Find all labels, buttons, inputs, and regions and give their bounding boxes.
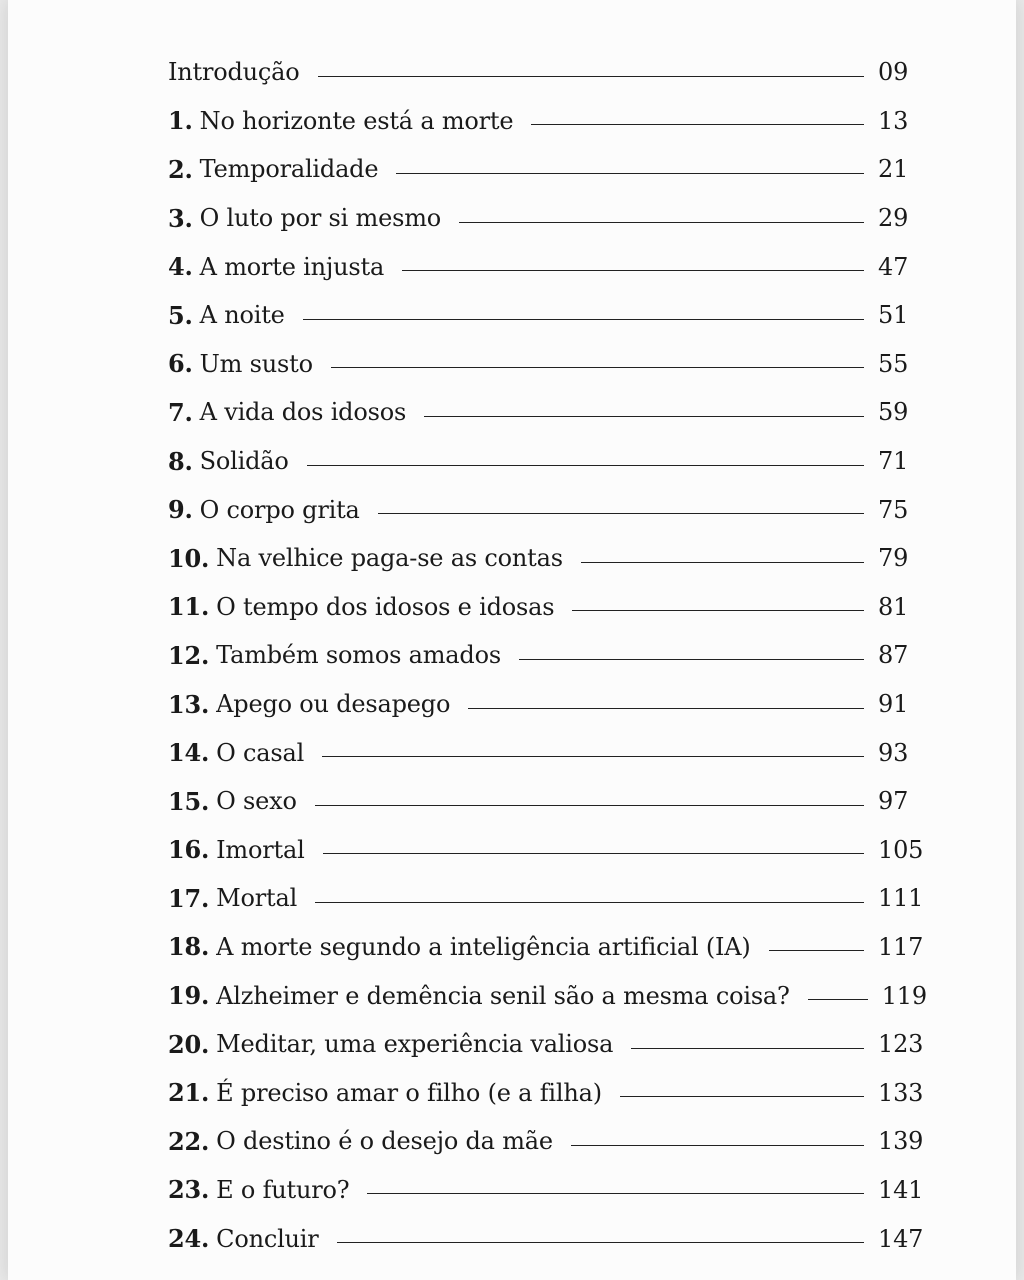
toc-entry bbox=[168, 340, 928, 389]
leader-line bbox=[307, 465, 864, 466]
entry-number: 5. bbox=[168, 300, 193, 330]
leader-line bbox=[322, 756, 864, 757]
leader-line bbox=[378, 513, 864, 514]
entry-title: O destino é o desejo da mãe bbox=[216, 1127, 553, 1156]
toc-entry bbox=[168, 534, 928, 583]
entry-title: A morte injusta bbox=[199, 252, 385, 281]
leader-line bbox=[572, 610, 864, 611]
toc-entry bbox=[168, 826, 928, 875]
entry-number: 16. bbox=[168, 835, 210, 865]
entry-title: Na velhice paga-se as contas bbox=[216, 544, 563, 573]
entry-page-number: 141 bbox=[878, 1175, 924, 1204]
entry-page-number: 119 bbox=[881, 981, 927, 1010]
entry-title: E o futuro? bbox=[216, 1175, 350, 1204]
entry-page-number: 75 bbox=[878, 495, 909, 524]
leader-line bbox=[318, 76, 864, 77]
entry-title: O tempo dos idosos e idosas bbox=[216, 592, 555, 621]
toc-entry bbox=[168, 291, 928, 340]
entry-number: 7. bbox=[168, 397, 193, 427]
entry-page-number: 111 bbox=[878, 884, 924, 913]
entry-number: 13. bbox=[168, 689, 210, 719]
entry-number: 3. bbox=[168, 203, 193, 233]
entry-title: Introdução bbox=[168, 58, 300, 87]
leader-line bbox=[315, 805, 864, 806]
leader-line bbox=[581, 562, 864, 563]
entry-page-number: 139 bbox=[878, 1127, 924, 1156]
entry-number: 21. bbox=[168, 1078, 210, 1108]
entry-title: No horizonte está a morte bbox=[199, 106, 514, 135]
toc-entry bbox=[168, 1020, 928, 1069]
entry-number: 9. bbox=[168, 495, 193, 525]
leader-line bbox=[631, 1048, 864, 1049]
leader-line bbox=[571, 1145, 864, 1146]
entry-page-number: 91 bbox=[878, 690, 909, 719]
entry-number: 2. bbox=[168, 154, 193, 184]
entry-title: Concluir bbox=[216, 1224, 319, 1253]
entry-title: A noite bbox=[199, 301, 285, 330]
entry-title: Um susto bbox=[199, 349, 313, 378]
leader-line bbox=[620, 1096, 864, 1097]
entry-page-number: 13 bbox=[878, 106, 909, 135]
entry-number: 8. bbox=[168, 446, 193, 476]
toc-entry bbox=[168, 97, 928, 146]
entry-number: 11. bbox=[168, 592, 210, 622]
toc-entry bbox=[168, 728, 928, 777]
leader-line bbox=[424, 416, 864, 417]
entry-page-number: 105 bbox=[878, 835, 924, 864]
toc-entry bbox=[168, 145, 928, 194]
entry-title: Apego ou desapego bbox=[216, 690, 451, 719]
leader-line bbox=[531, 124, 864, 125]
toc-entry bbox=[168, 194, 928, 243]
leader-line bbox=[519, 659, 864, 660]
entry-title: Temporalidade bbox=[199, 155, 379, 184]
entry-title: Também somos amados bbox=[216, 641, 501, 670]
toc-entry bbox=[168, 388, 928, 437]
entry-title: A vida dos idosos bbox=[199, 398, 407, 427]
leader-line bbox=[808, 999, 868, 1000]
leader-line bbox=[303, 319, 864, 320]
table-of-contents bbox=[168, 48, 928, 1263]
toc-entry bbox=[168, 923, 928, 972]
entry-page-number: 133 bbox=[878, 1078, 924, 1107]
entry-title: Imortal bbox=[216, 835, 305, 864]
entry-page-number: 117 bbox=[878, 932, 924, 961]
leader-line bbox=[337, 1242, 864, 1243]
leader-line bbox=[769, 950, 864, 951]
entry-title: A morte segundo a inteligência artificial (IA) bbox=[216, 932, 751, 961]
entry-number: 23. bbox=[168, 1175, 210, 1205]
leader-line bbox=[402, 270, 864, 271]
entry-title: Meditar, uma experiência valiosa bbox=[216, 1030, 614, 1059]
entry-page-number: 51 bbox=[878, 301, 909, 330]
entry-number: 17. bbox=[168, 883, 210, 913]
toc-entry bbox=[168, 583, 928, 632]
entry-page-number: 81 bbox=[878, 592, 909, 621]
entry-title: O casal bbox=[216, 738, 305, 767]
entry-number: 12. bbox=[168, 640, 210, 670]
entry-number: 4. bbox=[168, 252, 193, 282]
entry-page-number: 147 bbox=[878, 1224, 924, 1253]
leader-line bbox=[331, 367, 864, 368]
entry-number: 10. bbox=[168, 543, 210, 573]
toc-entry bbox=[168, 48, 928, 97]
entry-page-number: 97 bbox=[878, 787, 909, 816]
entry-number: 22. bbox=[168, 1126, 210, 1156]
entry-page-number: 123 bbox=[878, 1030, 924, 1059]
toc-entry bbox=[168, 971, 928, 1020]
toc-entry bbox=[168, 1166, 928, 1215]
leader-line bbox=[315, 902, 864, 903]
entry-page-number: 09 bbox=[878, 58, 909, 87]
leader-line bbox=[323, 853, 864, 854]
leader-line bbox=[367, 1193, 864, 1194]
toc-entry bbox=[168, 1117, 928, 1166]
book-page bbox=[8, 0, 1016, 1280]
entry-page-number: 21 bbox=[878, 155, 909, 184]
entry-title: O sexo bbox=[216, 787, 297, 816]
entry-title: Alzheimer e demência senil são a mesma coisa? bbox=[216, 981, 790, 1010]
toc-entry bbox=[168, 777, 928, 826]
entry-title: É preciso amar o filho (e a filha) bbox=[216, 1078, 602, 1107]
toc-entry bbox=[168, 242, 928, 291]
entry-page-number: 29 bbox=[878, 204, 909, 233]
entry-number: 15. bbox=[168, 786, 210, 816]
entry-page-number: 79 bbox=[878, 544, 909, 573]
entry-number: 19. bbox=[168, 981, 210, 1011]
toc-entry bbox=[168, 485, 928, 534]
entry-page-number: 59 bbox=[878, 398, 909, 427]
entry-title: O luto por si mesmo bbox=[199, 204, 442, 233]
entry-page-number: 71 bbox=[878, 447, 909, 476]
toc-entry bbox=[168, 437, 928, 486]
entry-number: 6. bbox=[168, 349, 193, 379]
leader-line bbox=[459, 222, 864, 223]
entry-page-number: 93 bbox=[878, 738, 909, 767]
leader-line bbox=[468, 708, 864, 709]
entry-page-number: 55 bbox=[878, 349, 909, 378]
toc-entry bbox=[168, 874, 928, 923]
entry-title: O corpo grita bbox=[199, 495, 360, 524]
toc-entry bbox=[168, 1068, 928, 1117]
toc-entry bbox=[168, 680, 928, 729]
entry-number: 24. bbox=[168, 1224, 210, 1254]
entry-title: Mortal bbox=[216, 884, 298, 913]
entry-number: 1. bbox=[168, 106, 193, 136]
entry-title: Solidão bbox=[199, 447, 289, 476]
entry-number: 18. bbox=[168, 932, 210, 962]
entry-number: 14. bbox=[168, 738, 210, 768]
leader-line bbox=[396, 173, 864, 174]
toc-entry bbox=[168, 1214, 928, 1263]
entry-number: 20. bbox=[168, 1029, 210, 1059]
entry-page-number: 47 bbox=[878, 252, 909, 281]
entry-page-number: 87 bbox=[878, 641, 909, 670]
toc-entry bbox=[168, 631, 928, 680]
